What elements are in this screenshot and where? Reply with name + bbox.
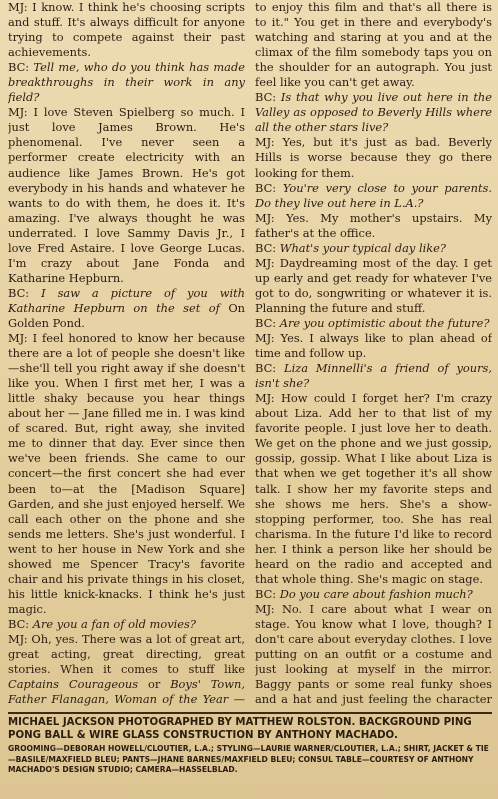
work-title: Captains Courageous bbox=[8, 677, 139, 692]
left-column bbox=[8, 0, 245, 708]
speaker-label: BC: bbox=[8, 285, 30, 300]
speaker-label: MJ: bbox=[8, 331, 28, 346]
answer-paragraph bbox=[8, 632, 245, 708]
speaker-label: MJ: bbox=[8, 0, 28, 14]
question-paragraph bbox=[255, 181, 492, 211]
speaker-label: MJ: bbox=[255, 391, 275, 406]
paragraph-text: or bbox=[138, 677, 171, 692]
paragraph-text: Yes. I always like to plan ahead of time and follow up. bbox=[255, 331, 492, 361]
speaker-label: BC: bbox=[255, 90, 277, 105]
question-paragraph bbox=[255, 241, 492, 256]
photo-credits bbox=[8, 712, 492, 776]
paragraph-text: I love Steven Spielberg so much. I just love James Brown. He's phenomenal. I've never seen a performer create electricity with an audience like James Brown. He's got everybody in his hands and whatever he wants to do with them, he does it. It's amazing. I've always thought he was underrated. I love Sammy Davis Jr., I love Fred Astaire. I love George Lucas. I'm crazy about Jane Fonda and Katharine Hepburn. bbox=[8, 105, 245, 285]
article-body bbox=[8, 0, 492, 708]
paragraph-text: Do you care about fashion much? bbox=[279, 586, 473, 601]
credits-small: GROOMING—DEBORAH HOWELL/CLOUTIER, L.A.; STYLING—LAURIE WARNER/CLOUTIER, L.A.; SHIRT, JACKET & TIE—BASILE/MAXFIELD BLEU; PANTS—JHANE BARNES/MAXFIELD BLEU; CONSUL TABLE—COURTESY OF ANTHONY MACHADO'S DESIGN STUDIO; CAMERA—HASSELBLAD. bbox=[8, 744, 489, 774]
speaker-label: BC: bbox=[8, 60, 30, 75]
question-paragraph bbox=[255, 361, 492, 391]
speaker-label: MJ: bbox=[255, 210, 275, 225]
paragraph-text: . bbox=[81, 315, 85, 330]
speaker-label: BC: bbox=[255, 361, 277, 376]
speaker-label: MJ: bbox=[255, 331, 275, 346]
speaker-label: BC: bbox=[255, 315, 277, 330]
speaker-label: MJ: bbox=[8, 631, 28, 646]
answer-paragraph bbox=[255, 211, 492, 241]
paragraph-text: How could I forget her? I'm crazy about Liza. Add her to that list of my favorite people. I just love her to death. We get on the phone and we just gossip, gossip, gossip. What I like about Liza is that when we get together it's all show talk. I show her my favorite steps and she shows me hers. She's a show-stopping performer, too. She has real charisma. In the future I'd like to record her. I think a person like her should be heard on the radio and accepted and that whole thing. She's magic on stage. bbox=[255, 391, 492, 586]
paragraph-text: You're very close to your parents. Do they live out here in L.A.? bbox=[255, 180, 492, 210]
paragraph-text: I know. I think he's choosing scripts and stuff. It's always difficult for anyone trying to compete against their past achievements. bbox=[8, 0, 245, 60]
paragraph-text: I feel honored to know her because there are a lot of people she doesn't like—she'll tell you right away if she doesn't like you. When I first met her, I was a little shaky because you hear things about her — Jane filled me in. I was kind of scared. But, right away, she invited me to dinner that day. Ever since then we've been friends. She came to our concert—the first concert she had ever been to—at the [Madison Square] Garden, and she just enjoyed herself. We call each other on the phone and she sends me letters. She's just wonderful. I went to her house in New York and she showed me Spencer Tracy's favorite chair and his private things in his closet, his little knick-knacks. I think he's just magic. bbox=[8, 331, 245, 616]
work-title: Boys' Town, Father Flanagan, Woman of the Year bbox=[8, 677, 245, 707]
paragraph-text: Daydreaming most of the day. I get up early and get ready for whatever I've got to do, songwriting or whatever it is. Planning the future and stuff. bbox=[255, 255, 492, 315]
speaker-label: MJ: bbox=[255, 135, 275, 150]
paragraph-text: — bbox=[233, 692, 245, 707]
answer-paragraph bbox=[8, 105, 245, 286]
question-paragraph bbox=[255, 587, 492, 602]
speaker-label: BC: bbox=[255, 180, 277, 195]
answer-paragraph bbox=[8, 331, 245, 617]
answer-paragraph bbox=[255, 135, 492, 180]
answer-paragraph bbox=[255, 602, 492, 708]
question-paragraph bbox=[8, 286, 245, 331]
answer-paragraph bbox=[255, 0, 492, 90]
paragraph-text: Yes, but it's just as bad. Beverly Hills is worse because they go there looking for them. bbox=[255, 135, 492, 180]
paragraph-text: What's your typical day like? bbox=[279, 240, 447, 255]
right-column bbox=[255, 0, 492, 708]
paragraph-text: I saw a picture of you with Katharine Hepburn on the set of bbox=[8, 285, 245, 315]
paragraph-text: Are you a fan of old movies? bbox=[32, 616, 196, 631]
question-paragraph bbox=[8, 60, 245, 105]
paragraph-text: Is that why you live out here in the Valley as opposed to Beverly Hills where all the other stars live? bbox=[255, 90, 492, 135]
question-paragraph bbox=[255, 90, 492, 135]
credits-main: MICHAEL JACKSON PHOTOGRAPHED BY MATTHEW ROLSTON. BACKGROUND PING PONG BALL & WIRE GLASS CONSTRUCTION BY ANTHONY MACHADO. bbox=[8, 717, 472, 741]
paragraph-text: Tell me, who do you think has made breakthroughs in their work in any field? bbox=[8, 60, 245, 105]
speaker-label: BC: bbox=[255, 240, 277, 255]
paragraph-text: No. I care about what I wear on stage. You know what I love, though? I don't care about everyday clothes. I love putting on an outfit or a costume and just looking at myself in the mirror. Baggy pants or some real funky shoes and a hat and just feeling the character bbox=[255, 601, 492, 707]
paragraph-text: to enjoy this film and that's all there is to it." You get in there and everybody's watching and staring at you and at the climax of the film somebody taps you on the shoulder for an autograph. You just feel like you can't get away. bbox=[255, 0, 492, 90]
question-paragraph bbox=[8, 617, 245, 632]
speaker-label: MJ: bbox=[255, 601, 275, 616]
paragraph-text: Oh, yes. There was a lot of great art, great acting, great directing, great stories. When it comes to stuff like bbox=[8, 631, 245, 677]
paragraph-text: Liza Minnelli's a friend of yours, isn't she? bbox=[255, 361, 492, 391]
speaker-label: BC: bbox=[255, 586, 277, 601]
answer-paragraph bbox=[8, 0, 245, 60]
question-paragraph bbox=[255, 316, 492, 331]
speaker-label: MJ: bbox=[255, 255, 275, 270]
work-title: On Golden Pond bbox=[8, 300, 245, 330]
answer-paragraph bbox=[255, 256, 492, 316]
answer-paragraph bbox=[255, 331, 492, 361]
speaker-label: MJ: bbox=[8, 105, 28, 120]
answer-paragraph bbox=[255, 391, 492, 587]
speaker-label: BC: bbox=[8, 616, 30, 631]
paragraph-text: Yes. My mother's upstairs. My father's at the office. bbox=[255, 210, 492, 240]
paragraph-text: Are you optimistic about the future? bbox=[279, 315, 490, 330]
